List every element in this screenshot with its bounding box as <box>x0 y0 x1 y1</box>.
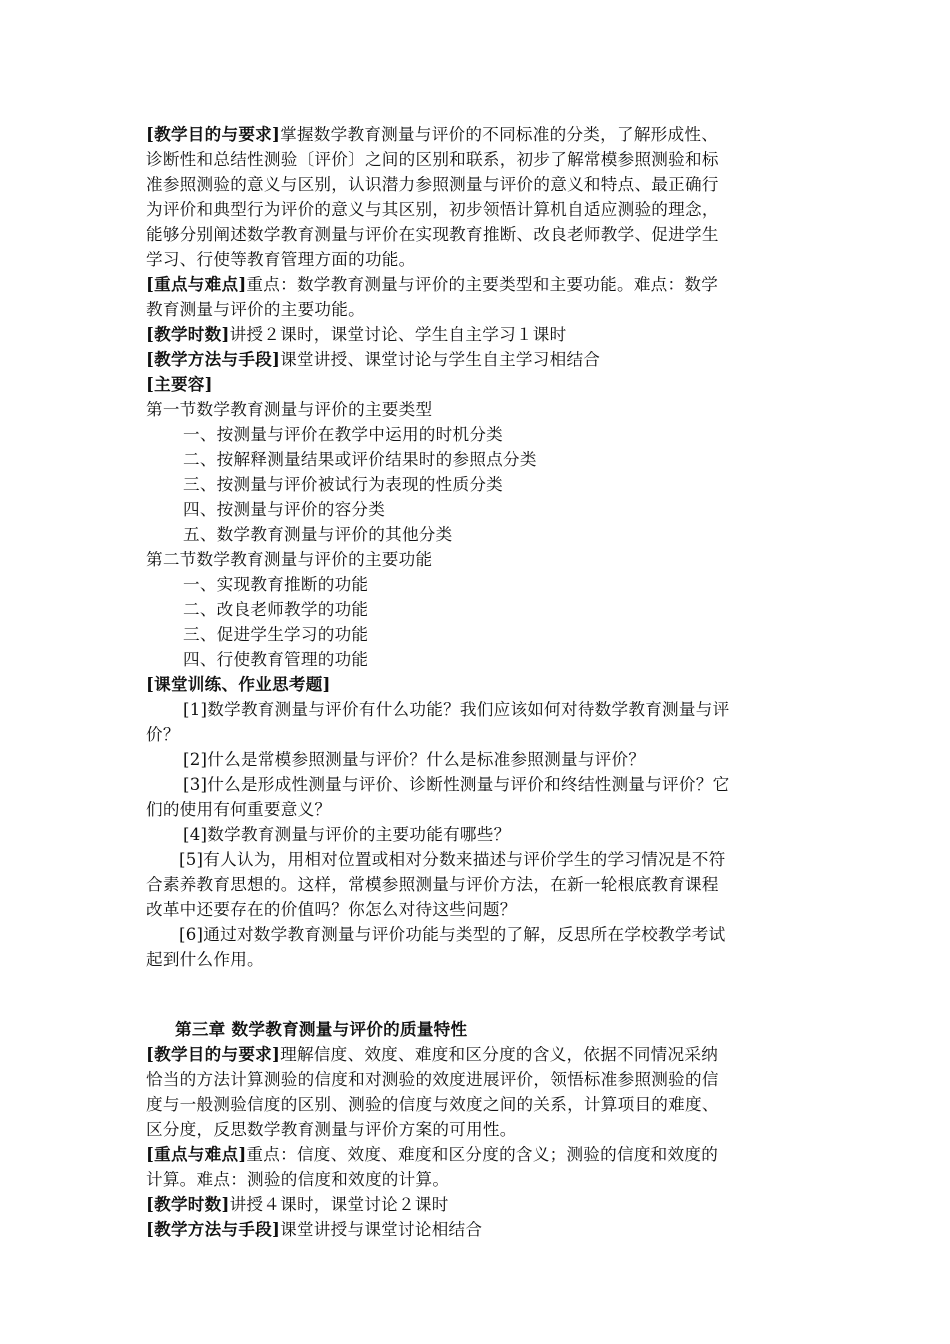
section-1-title: 第一节数学教育测量与评价的主要类型 <box>146 400 433 419</box>
question-6-line-1: [6]通过对数学教育测量与评价功能与类型的了解，反思所在学校教学考试 <box>179 925 726 944</box>
question-5-line-2: 合素养教育思想的。这样，常模参照测量与评价方法，在新一轮根底教育课程 <box>146 875 719 894</box>
section-2-title: 第二节数学教育测量与评价的主要功能 <box>146 550 433 569</box>
ch2-goal-line-4: 为评价和典型行为评价的意义与其区别，初步领悟计算机自适应测验的理念， <box>146 200 719 219</box>
section-2-item-2: 二、改良老师教学的功能 <box>183 600 369 619</box>
ch3-method-line <box>146 1217 810 1242</box>
document-page <box>146 122 810 1242</box>
section-1-item-3: 三、按测量与评价被试行为表现的性质分类 <box>183 475 504 494</box>
ch2-exercise-tag: [课堂训练、作业思考题] <box>146 674 331 694</box>
ch2-method-text: 课堂讲授、课堂讨论与学生自主学习相结合 <box>280 350 601 369</box>
section-2-item-1: 一、实现教育推断的功能 <box>183 575 369 594</box>
question-4: [4]数学教育测量与评价的主要功能有哪些？ <box>183 825 511 844</box>
chapter-gap <box>146 972 810 1017</box>
ch3-key-tag: [重点与难点] <box>146 1144 247 1164</box>
section-2-item-3: 三、促进学生学习的功能 <box>183 625 369 644</box>
question-3-line-2: 们的使用有何重要意义？ <box>146 800 332 819</box>
ch2-content-tag: [主要容] <box>146 374 213 394</box>
ch2-method-tag: [教学方法与手段] <box>146 349 281 369</box>
ch2-goal-line-5: 能够分别阐述数学教育测量与评价在实现教育推断、改良老师教学、促进学生 <box>146 225 719 244</box>
ch2-key-line-1 <box>146 272 810 297</box>
ch3-goal-text: 理解信度、效度、难度和区分度的含义，依据不同情况采纳 <box>280 1045 719 1064</box>
ch3-key-line-1 <box>146 1142 810 1167</box>
question-1-line-2: 价？ <box>146 725 180 744</box>
section-1-item-1: 一、按测量与评价在教学中运用的时机分类 <box>183 425 504 444</box>
ch3-goal-tag: [教学目的与要求] <box>146 1044 281 1064</box>
ch2-goal-text: 掌握数学教育测量与评价的不同标准的分类，了解形成性、 <box>280 125 719 144</box>
ch3-goal-line-2: 恰当的方法计算测验的信度和对测验的效度进展评价，领悟标准参照测验的信 <box>146 1070 719 1089</box>
question-5-line-1: [5]有人认为，用相对位置或相对分数来描述与评价学生的学习情况是不符 <box>179 850 726 869</box>
ch3-hours-text: 讲授４课时，课堂讨论２课时 <box>229 1195 449 1214</box>
question-2: [2]什么是常模参照测量与评价？什么是标准参照测量与评价？ <box>183 750 646 769</box>
ch3-method-tag: [教学方法与手段] <box>146 1219 281 1239</box>
section-1-item-5: 五、数学教育测量与评价的其他分类 <box>183 525 453 544</box>
question-6-line-2: 起到什么作用。 <box>146 950 264 969</box>
question-3-line-1: [3]什么是形成性测量与评价、诊断性测量与评价和终结性测量与评价？它 <box>183 775 730 794</box>
ch3-hours-line <box>146 1192 810 1217</box>
ch2-key-tag: [重点与难点] <box>146 274 247 294</box>
ch2-goal-tag: [教学目的与要求] <box>146 124 281 144</box>
ch2-hours-line <box>146 322 810 347</box>
ch3-goal-line-1 <box>146 1042 810 1067</box>
ch2-hours-tag: [教学时数] <box>146 324 230 344</box>
ch2-key-text: 重点：数学教育测量与评价的主要类型和主要功能。难点：数学 <box>246 275 719 294</box>
ch3-goal-line-4: 区分度，反思数学教育测量与评价方案的可用性。 <box>146 1120 517 1139</box>
section-1-item-2: 二、按解释测量结果或评价结果时的参照点分类 <box>183 450 537 469</box>
ch2-goal-line-6: 学习、行使等教育管理方面的功能。 <box>146 250 416 269</box>
ch2-hours-text: 讲授２课时，课堂讨论、学生自主学习１课时 <box>229 325 567 344</box>
ch3-key-text: 重点：信度、效度、难度和区分度的含义；测验的信度和效度的 <box>246 1145 719 1164</box>
question-5-line-3: 改革中还要存在的价值吗？你怎么对待这些问题？ <box>146 900 517 919</box>
ch3-key-line-2: 计算。难点：测验的信度和效度的计算。 <box>146 1170 450 1189</box>
ch2-key-line-2: 教育测量与评价的主要功能。 <box>146 300 365 319</box>
ch3-goal-line-3: 度与一般测验信度的区别、测验的信度与效度之间的关系，计算项目的难度、 <box>146 1095 719 1114</box>
question-1-line-1: [1]数学教育测量与评价有什么功能？我们应该如何对待数学教育测量与评 <box>183 700 730 719</box>
ch2-method-line <box>146 347 810 372</box>
ch3-method-text: 课堂讲授与课堂讨论相结合 <box>280 1220 483 1239</box>
section-1-item-4: 四、按测量与评价的容分类 <box>183 500 386 519</box>
section-2-item-4: 四、行使教育管理的功能 <box>183 650 369 669</box>
ch2-goal-line-3: 准参照测验的意义与区别，认识潜力参照测量与评价的意义和特点、最正确行 <box>146 175 719 194</box>
ch2-goal-line-1 <box>146 122 810 147</box>
ch2-goal-line-2: 诊断性和总结性测验〔评价〕之间的区别和联系，初步了解常模参照测验和标 <box>146 150 719 169</box>
chapter-3-title: 第三章 数学教育测量与评价的质量特性 <box>175 1019 468 1039</box>
ch3-hours-tag: [教学时数] <box>146 1194 230 1214</box>
